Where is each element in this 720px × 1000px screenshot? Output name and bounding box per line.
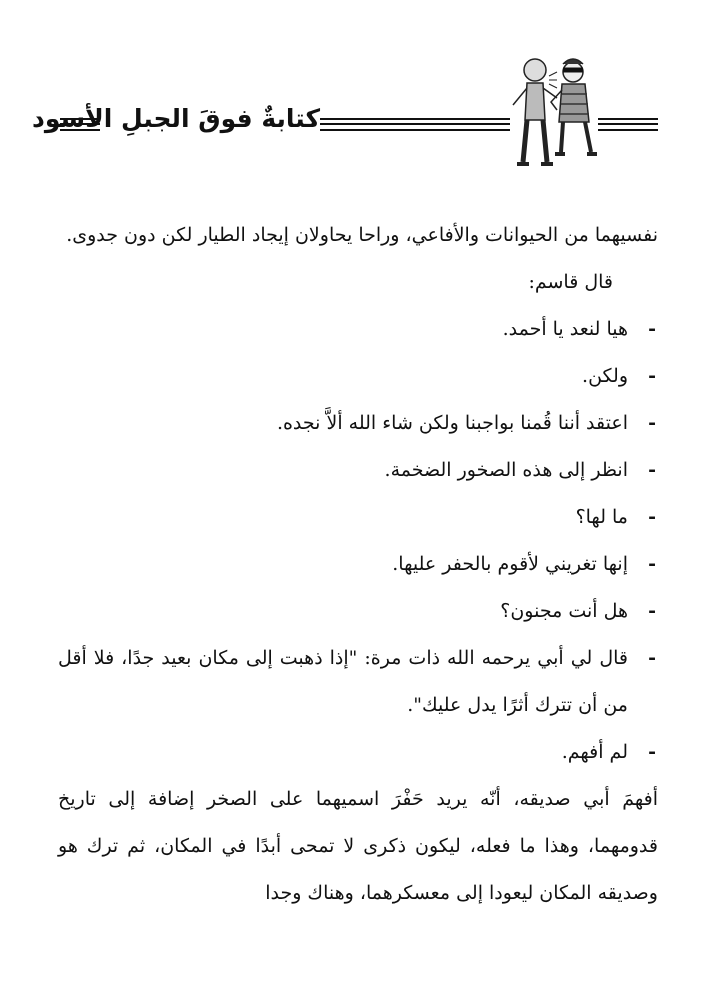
speaker-line: قال قاسم: (528, 271, 613, 293)
dash-icon: - (648, 647, 656, 669)
paragraph-2: أفهمَ أبي صديقه، أنّه يريد حَفْرَ اسميهما على الصخر إضافة إلى تاريخ قدومهما، وهذا ما فعله، ليكون ذكرى لا تمحى أبدًا في المكان، ثم ترك هو وصديقه المكان ليعودا إلى معسكرهما، وهناك وجدا (58, 788, 658, 904)
chapter-title: كتابةٌ فوقَ الجبلِ الأسود (32, 104, 320, 133)
dash-icon: - (648, 412, 656, 434)
dash-icon: - (648, 459, 656, 481)
header-rule-right (598, 118, 658, 131)
dialog-list (58, 306, 658, 776)
dialog-line: - ما لها؟ (58, 494, 658, 541)
dialog-line: - هيا لنعد يا أحمد. (58, 306, 658, 353)
dash-icon: - (648, 318, 656, 340)
dialog-line: - ولكن. (58, 353, 658, 400)
dash-icon: - (648, 553, 656, 575)
chapter-header (0, 50, 720, 180)
dialog-line: - قال لي أبي يرحمه الله ذات مرة: "إذا ذهبت إلى مكان بعيد جدًا، فلا أقل من أن تترك أثرًا يدل عليك". (58, 635, 658, 729)
dialog-line: - انظر إلى هذه الصخور الضخمة. (58, 447, 658, 494)
page-body (58, 212, 658, 917)
cartoon-illustration (505, 50, 600, 175)
dialog-line: - إنها تغريني لأقوم بالحفر عليها. (58, 541, 658, 588)
dash-icon: - (648, 365, 656, 387)
header-rule-middle (320, 118, 510, 131)
dash-icon: - (648, 741, 656, 763)
dialog-line: - اعتقد أننا قُمنا بواجبنا ولكن شاء الله ألاَّ نجده. (58, 400, 658, 447)
dialog-line: - هل أنت مجنون؟ (58, 588, 658, 635)
dash-icon: - (648, 506, 656, 528)
dialog-line: - لم أفهم. (58, 729, 658, 776)
paragraph-1: نفسيهما من الحيوانات والأفاعي، وراحا يحاولان إيجاد الطيار لكن دون جدوى. (66, 224, 658, 246)
dash-icon: - (648, 600, 656, 622)
